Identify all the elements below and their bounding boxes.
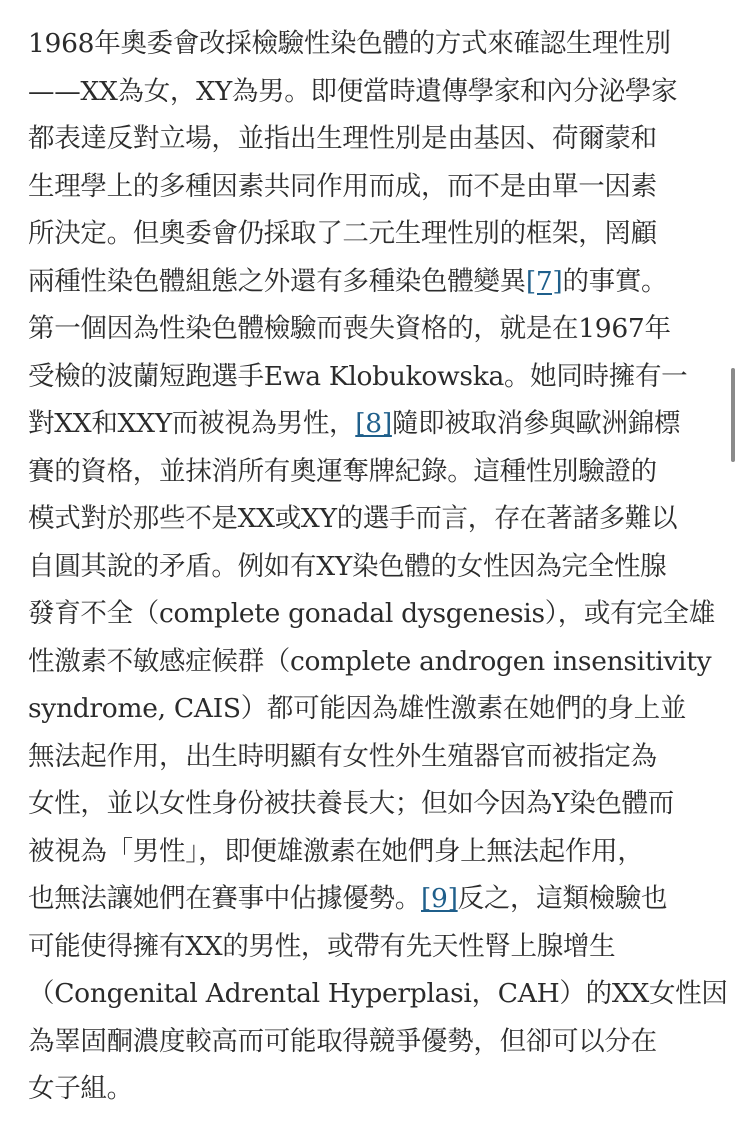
paragraph-line bbox=[28, 638, 718, 686]
paragraph-line bbox=[28, 305, 718, 353]
paragraph-line bbox=[28, 780, 718, 828]
paragraph-line bbox=[28, 875, 718, 923]
text-segment: 所決定。但奧委會仍採取了二元生理性別的框架，罔顧 bbox=[28, 218, 657, 249]
paragraph-line bbox=[28, 1018, 718, 1066]
paragraph-line bbox=[28, 495, 718, 543]
paragraph-line bbox=[28, 210, 718, 258]
paragraph-line bbox=[28, 163, 718, 211]
text-segment: 生理學上的多種因素共同作用而成，而不是由單一因素 bbox=[28, 170, 657, 202]
text-segment: 反之，這類檢驗也 bbox=[457, 883, 668, 914]
article-body bbox=[28, 20, 728, 1113]
text-segment: 1968年奧委會改採檢驗性染色體的方式來確認生理性別 bbox=[28, 28, 671, 59]
text-segment: 被視為「男性」，即便雄激素在她們身上無法起作用， bbox=[28, 835, 644, 867]
vertical-scrollbar[interactable] bbox=[731, 368, 735, 462]
paragraph-line bbox=[28, 353, 718, 401]
text-segment: 都表達反對立場，並指出生理性別是由基因、荷爾蒙和 bbox=[28, 123, 657, 154]
paragraph-line bbox=[28, 68, 718, 116]
text-segment: 發育不全（complete gonadal dysgenesis），或有完全雄 bbox=[28, 598, 715, 629]
text-segment: 賽的資格，並抹消所有奧運奪牌紀錄。這種性別驗證的 bbox=[28, 455, 657, 487]
text-segment: 的事實。 bbox=[562, 265, 668, 297]
paragraph-line bbox=[28, 543, 718, 591]
paragraph-line bbox=[28, 685, 718, 733]
text-segment: 女子組。 bbox=[28, 1073, 133, 1104]
text-segment: 對XX和XXY而被視為男性， bbox=[28, 408, 356, 439]
paragraph-line bbox=[28, 970, 728, 1018]
text-segment: 可能使得擁有XX的男性，或帶有先天性腎上腺增生 bbox=[28, 930, 616, 962]
text-segment: ——XX為女，XY為男。即便當時遺傳學家和內分泌學家 bbox=[28, 75, 678, 107]
text-segment: 為睪固酮濃度較高而可能取得競爭優勢，但卻可以分在 bbox=[28, 1025, 657, 1057]
paragraph-line bbox=[28, 923, 718, 971]
paragraph-line bbox=[28, 1065, 718, 1113]
paragraph-line bbox=[28, 448, 718, 496]
paragraph-line bbox=[28, 400, 718, 448]
text-segment: 模式對於那些不是XX或XY的選手而言，存在著諸多難以 bbox=[28, 503, 678, 534]
text-segment: 受檢的波蘭短跑選手Ewa Klobukowska。她同時擁有一 bbox=[28, 360, 688, 392]
text-segment: 性激素不敏感症候群（complete androgen insensitivity bbox=[28, 645, 712, 677]
text-segment: 隨即被取消參與歐洲錦標 bbox=[391, 408, 681, 439]
footnote-reference-link[interactable]: [9] bbox=[421, 883, 458, 914]
paragraph-line bbox=[28, 733, 718, 781]
text-segment: 無法起作用，出生時明顯有女性外生殖器官而被指定為 bbox=[28, 740, 657, 772]
text-segment: 兩種性染色體組態之外還有多種染色體變異 bbox=[28, 265, 526, 297]
text-segment: syndrome, CAIS）都可能因為雄性激素在她們的身上並 bbox=[28, 693, 687, 724]
paragraph-line bbox=[28, 590, 718, 638]
paragraph-line bbox=[28, 115, 718, 163]
text-segment: （Congenital Adrental Hyperplasi，CAH）的XX女性因 bbox=[28, 978, 728, 1009]
text-segment: 自圓其說的矛盾。例如有XY染色體的女性因為完全性腺 bbox=[28, 550, 667, 582]
footnote-reference-link[interactable]: [7] bbox=[525, 265, 563, 297]
paragraph-line bbox=[28, 20, 718, 68]
text-segment: 第一個因為性染色體檢驗而喪失資格的，就是在1967年 bbox=[28, 313, 671, 344]
footnote-reference-link[interactable]: [8] bbox=[355, 408, 392, 439]
text-segment: 女性，並以女性身份被扶養長大；但如今因為Y染色體而 bbox=[28, 788, 674, 819]
text-segment: 也無法讓她們在賽事中佔據優勢。 bbox=[28, 883, 421, 914]
paragraph-line bbox=[28, 828, 718, 876]
paragraph-line bbox=[28, 258, 718, 306]
